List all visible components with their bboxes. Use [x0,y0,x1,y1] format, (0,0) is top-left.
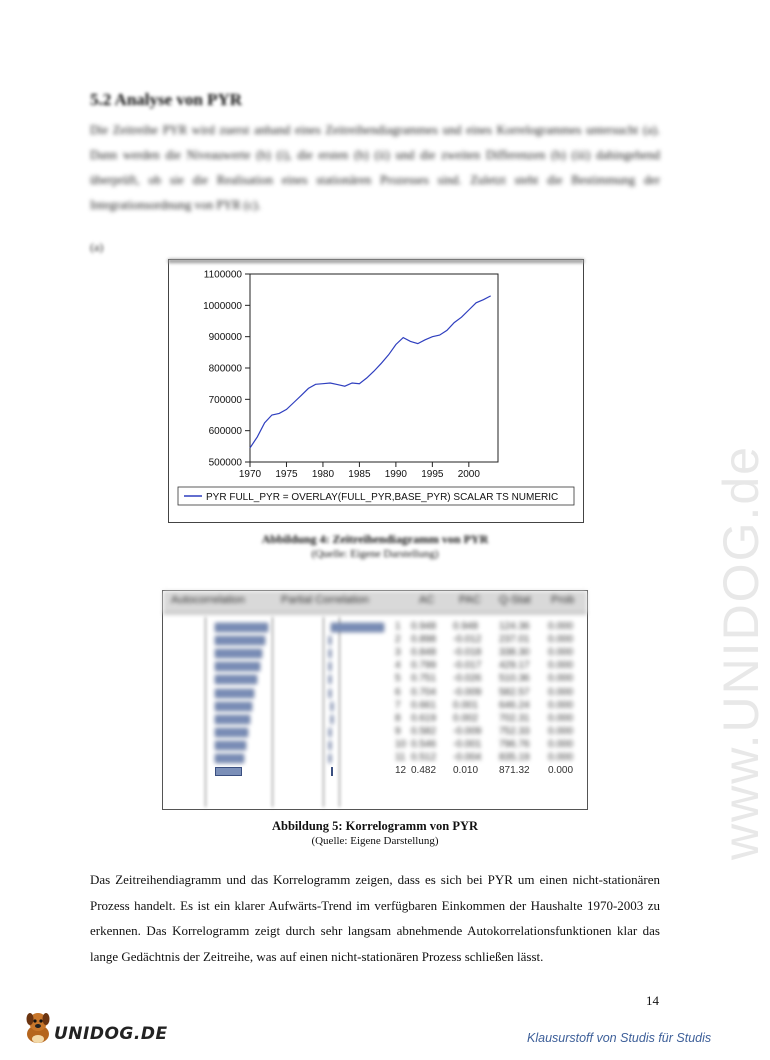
prob-cell: 0.000 [548,752,574,763]
lag-cell: 11 [395,752,406,763]
header-ac: AC [419,594,435,606]
ac-bar [215,636,265,645]
ac-cell: 0.704 [411,686,437,698]
ac-cell: 0.582 [411,725,437,737]
pac-bar [329,662,331,671]
plot-area [250,274,498,462]
prob-cell: 0.000 [548,621,574,632]
ac-bar [215,662,260,671]
pac-cell: -0.009 [453,725,482,737]
correlogram-row [163,647,587,660]
ac-bar [215,689,254,698]
q-stat-cell: 582.57 [499,686,530,698]
pac-bar [331,623,384,632]
pac-bar [331,715,333,724]
pac-cell: 0.948 [453,621,479,632]
ac-bar [215,649,262,658]
prob-cell: 0.000 [548,686,574,698]
q-stat-cell: 429.17 [499,660,530,672]
lag-cell: 2 [395,634,401,646]
q-stat-cell: 796.76 [499,738,530,750]
correlogram-table [162,590,588,810]
q-stat-cell: 646.24 [499,699,530,711]
y-tick-label: 800000 [208,363,242,375]
ac-cell: 0.482 [411,765,437,777]
header-partial-correlation: Partial Correlation [281,594,370,606]
pac-cell: -0.017 [453,660,482,672]
header-autocorrelation: Autocorrelation [171,594,245,606]
x-tick-label: 1995 [421,469,444,480]
ac-cell: 0.848 [411,647,437,659]
page-number: 14 [646,993,659,1008]
ac-cell: 0.799 [411,660,437,672]
lag-cell: 10 [395,738,407,750]
q-stat-cell: 752.33 [499,725,530,737]
lag-cell: 9 [395,725,401,737]
ac-bar [215,675,257,684]
ac-bar [215,623,268,632]
body-paragraph: Das Zeitreihendiagramm und das Korrelogramm zeigen, dass es sich bei PYR um einen nicht-stationären Prozess handelt. Es ist ein klarer Aufwärts-Trend im verfügbaren Einkommen der Haushalte 1970-2003 zu erkennen. Das Korrelogramm zeigt durch sehr langsam abnehmende Autokorrelationsfunktionen klar das lange Gedächtnis der Zeitreihe, was auf einen nicht-stationären Prozess schließen lässt. [90,872,660,964]
pac-bar [331,702,333,711]
prob-cell: 0.000 [548,699,574,711]
correlogram-row [163,660,587,673]
q-stat-cell: 237.01 [499,634,530,646]
ac-bar [215,702,252,711]
ac-bar [215,754,244,763]
correlogram-row [163,687,587,700]
prob-cell: 0.000 [548,712,574,724]
x-tick-label: 2000 [457,469,480,480]
correlogram-row [163,752,587,765]
correlogram-row [163,765,587,778]
prob-cell: 0.000 [548,673,574,685]
lag-cell: 4 [395,660,401,672]
prob-cell: 0.000 [548,647,574,659]
pac-bar [329,636,331,645]
x-tick-label: 1985 [348,469,371,480]
lag-cell: 7 [395,699,401,711]
q-stat-cell: 871.32 [499,765,530,777]
y-tick-label: 500000 [208,457,242,469]
q-stat-cell: 124.36 [499,621,530,632]
correlogram-row [163,634,587,647]
pac-cell: -0.012 [453,634,482,646]
pac-cell: -0.026 [453,673,482,685]
x-tick-label: 1990 [384,469,408,480]
section-heading: 5.2 Analyse von PYR [90,90,243,109]
q-stat-cell: 702.31 [499,712,530,724]
correlogram-row [163,700,587,713]
pac-cell: -0.018 [453,647,482,659]
ac-cell: 0.546 [411,738,437,750]
y-tick-label: 900000 [208,332,242,344]
pac-bar [329,675,331,684]
legend-label: PYR FULL_PYR = OVERLAY(FULL_PYR,BASE_PYR) SCALAR TS NUMERIC [206,492,559,503]
prob-cell: 0.000 [548,765,574,777]
time-series-chart [168,259,584,523]
lag-cell: 5 [395,673,401,685]
ac-cell: 0.661 [411,699,437,711]
ac-bar [215,715,250,724]
ac-bar [215,767,242,776]
pac-cell: 0.002 [453,712,479,724]
lag-cell: 8 [395,712,401,724]
y-tick-label: 600000 [208,426,242,438]
q-stat-cell: 835.19 [499,752,530,763]
logo-text: UNIDOG.DE [54,1024,168,1044]
figure-4-caption: Abbildung 4: Zeitreihendiagramm von PYR [261,532,489,546]
pac-bar [329,689,331,698]
x-tick-label: 1970 [238,469,262,480]
pac-cell: 0.001 [453,699,479,711]
intro-paragraph: Die Zeitreihe PYR wird zuerst anhand eines Zeitreihendiagrammes und eines Korrelogrammes untersucht (a). Dann werden die Niveauwerte (b) (i), die ersten (b) (ii) und die zweiten Differenzen (b) (iii) dahingehend überprüft, ob sie die Realisation eines stationären Prozesses sind. Zuletzt steht die Bestimmung der Integrationsordnung von PYR (c). [90,123,660,212]
correlogram-row [163,713,587,726]
figure-4-source: (Quelle: Eigene Darstellung) [311,548,439,560]
dog-mascot-icon [20,1010,56,1046]
pac-cell: -0.009 [453,686,482,698]
pac-cell: -0.004 [453,752,482,763]
figure-5-source: (Quelle: Eigene Darstellung) [311,835,439,847]
pac-cell: -0.001 [453,738,482,750]
correlogram-row [163,739,587,752]
correlogram-row [163,726,587,739]
subsection-marker: (a) [90,240,104,254]
correlogram-row [163,673,587,686]
ac-cell: 0.898 [411,634,437,646]
y-tick-label: 700000 [208,394,242,406]
footer-tagline: Klausurstoff von Studis für Studis [527,1031,712,1045]
ac-bar [215,741,246,750]
pac-bar [329,754,331,763]
watermark: www.UNIDOG.de [713,445,769,860]
lag-cell: 3 [395,647,401,659]
pac-bar [329,649,331,658]
header-pac: PAC [459,594,481,606]
ac-cell: 0.512 [411,752,437,763]
lag-cell: 6 [395,686,401,698]
header-q-stat: Q-Stat [499,594,531,606]
q-stat-cell: 338.30 [499,647,530,659]
header-prob: Prob [551,594,575,606]
ac-cell: 0.948 [411,621,437,632]
ac-bar [215,728,248,737]
lag-cell: 1 [395,621,401,632]
ac-cell: 0.751 [411,673,437,685]
correlogram-row [163,621,587,634]
figure-5-caption: Abbildung 5: Korrelogramm von PYR [271,819,479,833]
correlogram-header [163,591,587,614]
prob-cell: 0.000 [548,660,574,672]
x-tick-label: 1980 [311,469,335,480]
x-tick-label: 1975 [275,469,298,480]
prob-cell: 0.000 [548,634,574,646]
ac-cell: 0.619 [411,712,437,724]
pac-bar [329,741,331,750]
lag-cell: 12 [395,765,407,777]
prob-cell: 0.000 [548,738,574,750]
pac-bar [329,728,331,737]
prob-cell: 0.000 [548,725,574,737]
pac-bar [331,767,333,776]
pac-cell: 0.010 [453,765,479,777]
y-tick-label: 1100000 [203,269,242,281]
q-stat-cell: 510.36 [499,673,530,685]
y-tick-label: 1000000 [203,300,242,312]
